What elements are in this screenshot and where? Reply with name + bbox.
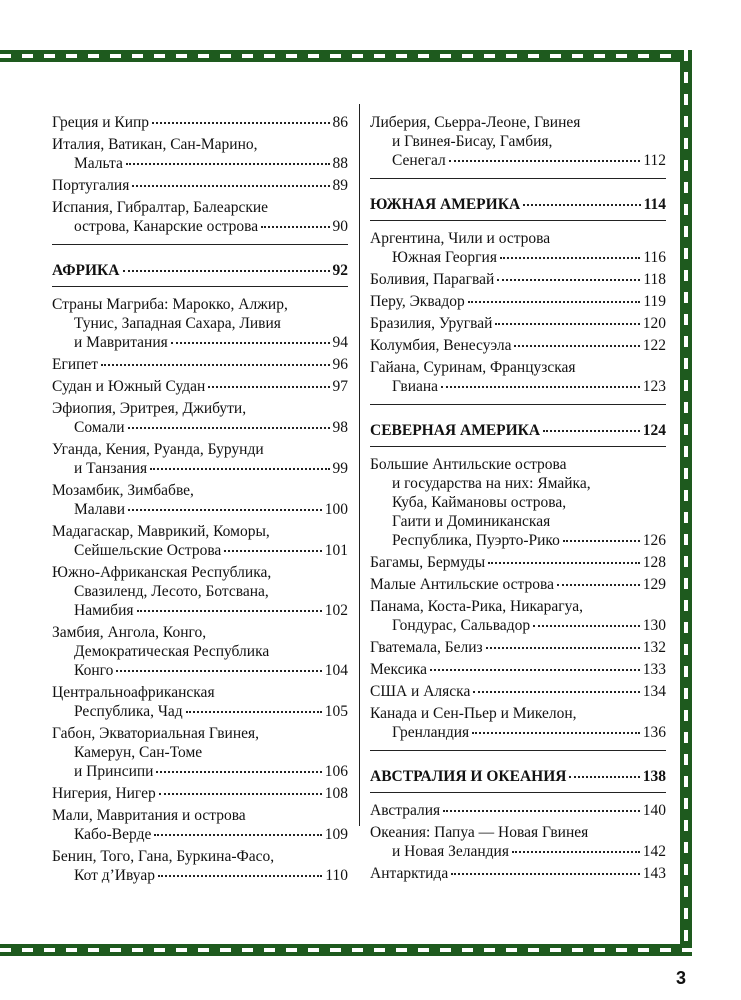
toc-group [52,295,348,885]
toc-entry[interactable] [370,336,666,355]
toc-entry-page: 89 [332,177,348,194]
toc-entry-page: 94 [332,334,348,351]
toc-entry-title: Куба, Каймановы острова, [392,494,567,511]
toc-entry-title: Малые Антильские острова [370,576,554,593]
toc-group [370,455,666,742]
toc-entry-line [370,616,666,635]
toc-entry-page: 102 [324,602,348,619]
toc-entry[interactable] [52,113,348,132]
section-rule [370,178,666,179]
toc-entry-title: Либерия, Сьерра-Леоне, Гвинея [370,114,581,131]
section-heading-oceania[interactable] [370,767,666,786]
dot-leader [500,256,640,259]
dot-leader [186,710,322,713]
toc-entry[interactable] [52,847,348,885]
toc-entry-page: 104 [324,662,348,679]
toc-entry-page: 143 [642,865,666,882]
toc-entry[interactable] [52,724,348,781]
dot-leader [451,872,640,875]
toc-entry[interactable] [52,522,348,560]
toc-entry-title: и Новая Зеландия [392,843,509,860]
toc-entry-page: 129 [642,576,666,593]
section-title: АФРИКА [52,262,120,279]
dot-leader [224,549,321,552]
toc-entry-title: Уганда, Кения, Руанда, Бурунди [52,441,264,458]
toc-entry-line [52,847,348,866]
toc-entry-title: Малави [74,501,126,518]
toc-entry[interactable] [370,553,666,572]
toc-entry-page: 99 [332,460,348,477]
toc-entry-title: и Мавритания [74,334,168,351]
dot-leader [543,429,640,432]
toc-entry-page: 101 [324,542,348,559]
toc-entry-page: 119 [643,293,666,310]
toc-entry-line [52,154,348,173]
toc-entry-page: 120 [642,315,666,332]
toc-entry-line [370,132,666,151]
page-frame-bottom [0,944,692,956]
dot-leader [261,225,329,228]
toc-entry[interactable] [52,295,348,352]
toc-entry-title: Южно-Африканская Республика, [52,564,272,581]
toc-entry-line [52,399,348,418]
toc-entry[interactable] [370,575,666,594]
toc-entry[interactable] [370,801,666,820]
toc-entry-line [370,474,666,493]
toc-entry-line [52,806,348,825]
toc-entry-title: Кабо-Верде [74,826,152,843]
section-title: ЮЖНАЯ АМЕРИКА [370,196,521,213]
toc-left-column [52,113,348,888]
toc-entry-page: 130 [642,617,666,634]
toc-entry[interactable] [52,176,348,195]
toc-entry[interactable] [52,399,348,437]
toc-entry-title: Республика, Пуэрто-Рико [392,532,560,549]
toc-entry-line [370,682,666,701]
page-frame-top [0,50,692,62]
dot-leader [468,300,641,303]
toc-entry-title: Бразилия, Уругвай [370,315,493,332]
toc-entry[interactable] [52,198,348,236]
toc-entry-title: Панама, Коста-Рика, Никарагуа, [370,598,583,615]
dot-leader [116,669,321,672]
toc-group [370,113,666,170]
toc-entry-title: Габон, Экваториальная Гвинея, [52,725,260,742]
toc-entry-title: Сомали [74,419,125,436]
toc-entry-title: острова, Канарские острова [74,218,259,235]
toc-entry[interactable] [52,355,348,374]
toc-entry-line [52,418,348,437]
dot-leader [523,203,640,206]
dot-leader [533,624,640,627]
toc-entry-title: Камерун, Сан-Томе [74,744,203,761]
section-page: 92 [332,262,348,279]
section-page: 114 [643,196,666,213]
toc-entry-title: Намибия [74,602,134,619]
dot-leader [101,363,329,366]
dot-leader [430,668,640,671]
toc-entry[interactable] [52,683,348,721]
toc-entry[interactable] [370,314,666,333]
toc-entry-title: Австралия [370,802,441,819]
toc-entry-title: Гондурас, Сальвадор [392,617,531,634]
toc-entry-title: Мозамбик, Зимбабве, [52,482,194,499]
toc-entry-line [52,541,348,560]
toc-entry[interactable] [370,682,666,701]
toc-entry-title: Большие Антильские острова [370,456,567,473]
dot-leader [128,426,330,429]
toc-entry-title: Аргентина, Чили и острова [370,230,551,247]
toc-entry-line [370,455,666,474]
dot-leader [152,121,329,124]
toc-entry-title: Испания, Гибралтар, Балеарские [52,199,269,216]
dot-leader [441,385,640,388]
toc-entry-title: Свазиленд, Лесото, Ботсвана, [74,583,269,600]
toc-entry-title: Греция и Кипр [52,114,150,131]
toc-entry-title: Египет [52,356,99,373]
toc-entry-line [52,440,348,459]
toc-entry[interactable] [52,481,348,519]
toc-entry-title: Перу, Эквадор [370,293,465,310]
toc-entry-line [52,333,348,352]
toc-entry-title: Багамы, Бермуды [370,554,486,571]
dot-leader [443,809,640,812]
dot-leader [563,539,640,542]
dot-leader [495,322,639,325]
toc-entry-line [52,582,348,601]
toc-entry-title: Бенин, Того, Гана, Буркина-Фасо, [52,848,275,865]
toc-entry-line [52,176,348,195]
toc-entry-line [52,377,348,396]
toc-entry-page: 128 [642,554,666,571]
toc-entry-title: Канада и Сен-Пьер и Микелон, [370,705,577,722]
toc-entry[interactable] [370,270,666,289]
toc-entry[interactable] [370,823,666,861]
toc-entry-page: 110 [325,867,348,884]
toc-entry-page: 123 [642,378,666,395]
dot-leader [486,646,640,649]
toc-entry-line [52,825,348,844]
toc-entry[interactable] [370,455,666,550]
toc-entry-line [52,459,348,478]
toc-entry-line [370,229,666,248]
toc-entry[interactable] [370,660,666,679]
dot-leader [159,792,322,795]
toc-entry-line [52,762,348,781]
toc-entry-title: Океания: Папуа — Новая Гвинея [370,824,589,841]
toc-entry[interactable] [52,440,348,478]
toc-entry-title: Замбия, Ангола, Конго, [52,624,207,641]
toc-entry-page: 112 [643,152,666,169]
section-heading-south-america[interactable] [370,195,666,214]
toc-entry-page: 133 [642,661,666,678]
dot-leader [512,850,640,853]
toc-entry-title: США и Аляска [370,683,471,700]
toc-entry[interactable] [370,597,666,635]
toc-entry-title: Португалия [52,177,130,194]
toc-entry[interactable] [52,563,348,620]
dot-leader [150,467,329,470]
dot-leader [514,344,639,347]
section-rule [52,286,348,287]
toc-entry-line [52,355,348,374]
toc-entry-line [370,801,666,820]
dot-leader [488,561,640,564]
toc-entry-page: 86 [332,114,348,131]
toc-entry-title: Кот д’Ивуар [74,867,155,884]
toc-entry-line [370,336,666,355]
toc-entry-line [370,823,666,842]
dot-leader [497,278,640,281]
section-title: АВСТРАЛИЯ И ОКЕАНИЯ [370,768,567,785]
toc-entry[interactable] [370,704,666,742]
toc-entry-line [52,522,348,541]
toc-entry-title: и Танзания [74,460,148,477]
toc-entry-page: 134 [642,683,666,700]
toc-entry-title: Гватемала, Белиз [370,639,483,656]
toc-entry[interactable] [370,229,666,267]
toc-entry-line [52,743,348,762]
toc-entry[interactable] [52,784,348,803]
toc-entry-title: Эфиопия, Эритрея, Джибути, [52,400,247,417]
toc-entry-line [370,723,666,742]
toc-entry[interactable] [370,358,666,396]
toc-entry[interactable] [52,377,348,396]
toc-entry[interactable] [370,113,666,170]
toc-entry-line [370,704,666,723]
toc-entry-line [52,784,348,803]
toc-entry-line [370,314,666,333]
toc-entry-line [370,292,666,311]
toc-entry[interactable] [52,806,348,844]
toc-entry[interactable] [370,864,666,883]
dot-leader [472,731,640,734]
toc-entry-title: Республика, Чад [74,703,183,720]
toc-entry-line [370,575,666,594]
toc-entry-line [52,661,348,680]
toc-entry-page: 108 [324,785,348,802]
toc-entry-line [52,601,348,620]
toc-entry-page: 96 [332,356,348,373]
toc-entry-title: Демократическая Республика [74,643,270,660]
toc-entry-page: 132 [642,639,666,656]
dot-leader [449,159,641,162]
dot-leader [557,583,640,586]
dot-leader [126,162,330,165]
dot-leader [123,269,330,272]
toc-entry-page: 98 [332,419,348,436]
toc-entry-line [370,842,666,861]
toc-entry-page: 90 [332,218,348,235]
toc-entry-title: Италия, Ватикан, Сан-Марино, [52,136,258,153]
toc-entry-title: Боливия, Парагвай [370,271,495,288]
toc-entry-title: и Гвинея-Бисау, Гамбия, [392,133,553,150]
section-rule [370,220,666,221]
dot-leader [473,690,639,693]
toc-entry-line [370,151,666,170]
toc-entry-title: Южная Георгия [392,249,497,266]
toc-entry-title: Мадагаскар, Маврикий, Коморы, [52,523,270,540]
page-number: 3 [676,968,687,988]
toc-entry-title: Сенегал [392,152,446,169]
toc-entry-title: Тунис, Западная Сахара, Ливия [74,315,281,332]
section-heading-africa[interactable] [52,261,348,280]
toc-entry-title: Сейшельские Острова [74,542,222,559]
toc-entry-line [370,493,666,512]
toc-entry-line [52,683,348,702]
dot-leader [132,184,329,187]
section-heading-north-america[interactable] [370,421,666,440]
toc-entry[interactable] [52,135,348,173]
toc-entry-page: 140 [642,802,666,819]
toc-entry-line [370,512,666,531]
toc-entry-line [52,217,348,236]
toc-entry-line [52,113,348,132]
dot-leader [208,385,329,388]
toc-entry-title: Мальта [74,155,123,172]
toc-entry-title: Центральноафриканская [52,684,215,701]
toc-entry-line [370,531,666,550]
toc-entry-line [52,481,348,500]
toc-entry-line [370,270,666,289]
toc-entry-line [370,248,666,267]
toc-entry-title: Антарктида [370,865,449,882]
toc-entry-line [370,358,666,377]
toc-entry-line [52,642,348,661]
toc-entry-page: 142 [642,843,666,860]
toc-entry-title: Мексика [370,661,427,678]
section-page: 124 [642,422,666,439]
toc-entry-title: Конго [74,662,114,679]
toc-entry-line [370,864,666,883]
toc-entry-page: 106 [324,763,348,780]
toc-entry-line [370,113,666,132]
section-rule [370,792,666,793]
page-frame-right [680,50,692,956]
toc-entry-title: Мали, Мавритания и острова [52,807,246,824]
toc-entry-page: 109 [324,826,348,843]
toc-entry-page: 88 [332,155,348,172]
dot-leader [128,508,322,511]
toc-entry-page: 122 [642,337,666,354]
toc-entry-line [52,198,348,217]
toc-entry[interactable] [370,638,666,657]
toc-entry-page: 136 [642,724,666,741]
toc-entry-title: Страны Магриба: Марокко, Алжир, [52,296,288,313]
toc-entry-title: Нигерия, Нигер [52,785,156,802]
toc-entry-title: Колумбия, Венесуэла [370,337,512,354]
toc-entry-title: Гаити и Доминиканская [392,513,551,530]
toc-entry-line [52,623,348,642]
dot-leader [154,833,321,836]
toc-entry-line [52,295,348,314]
toc-entry-title: Гайана, Суринам, Французская [370,359,576,376]
section-rule [52,244,348,245]
toc-entry-page: 116 [643,249,666,266]
toc-entry-line [52,866,348,885]
toc-entry-line [370,660,666,679]
toc-entry-line [370,553,666,572]
toc-entry-page: 105 [324,703,348,720]
column-divider [359,104,360,826]
dot-leader [158,874,322,877]
toc-entry[interactable] [52,623,348,680]
dot-leader [156,770,321,773]
toc-right-column [370,113,666,886]
toc-group [370,801,666,883]
toc-group [52,113,348,236]
section-rule [370,446,666,447]
toc-entry[interactable] [370,292,666,311]
toc-entry-line [370,638,666,657]
toc-entry-title: и Принсипи [74,763,154,780]
toc-entry-line [370,597,666,616]
toc-group [370,229,666,396]
toc-entry-page: 126 [642,532,666,549]
toc-entry-line [52,314,348,333]
toc-entry-line [370,377,666,396]
dot-leader [569,775,639,778]
toc-entry-line [52,702,348,721]
toc-entry-title: Гвиана [392,378,439,395]
dot-leader [137,609,322,612]
toc-entry-line [52,724,348,743]
toc-entry-page: 97 [332,378,348,395]
toc-entry-page: 118 [643,271,666,288]
toc-entry-line [52,135,348,154]
toc-entry-line [52,500,348,519]
section-page: 138 [642,768,666,785]
section-rule [370,404,666,405]
dot-leader [171,341,330,344]
toc-entry-title: Судан и Южный Судан [52,378,206,395]
toc-entry-line [52,563,348,582]
section-title: СЕВЕРНАЯ АМЕРИКА [370,422,541,439]
section-rule [370,750,666,751]
toc-entry-title: Гренландия [392,724,470,741]
toc-entry-title: и государства на них: Ямайка, [392,475,591,492]
toc-entry-page: 100 [324,501,348,518]
